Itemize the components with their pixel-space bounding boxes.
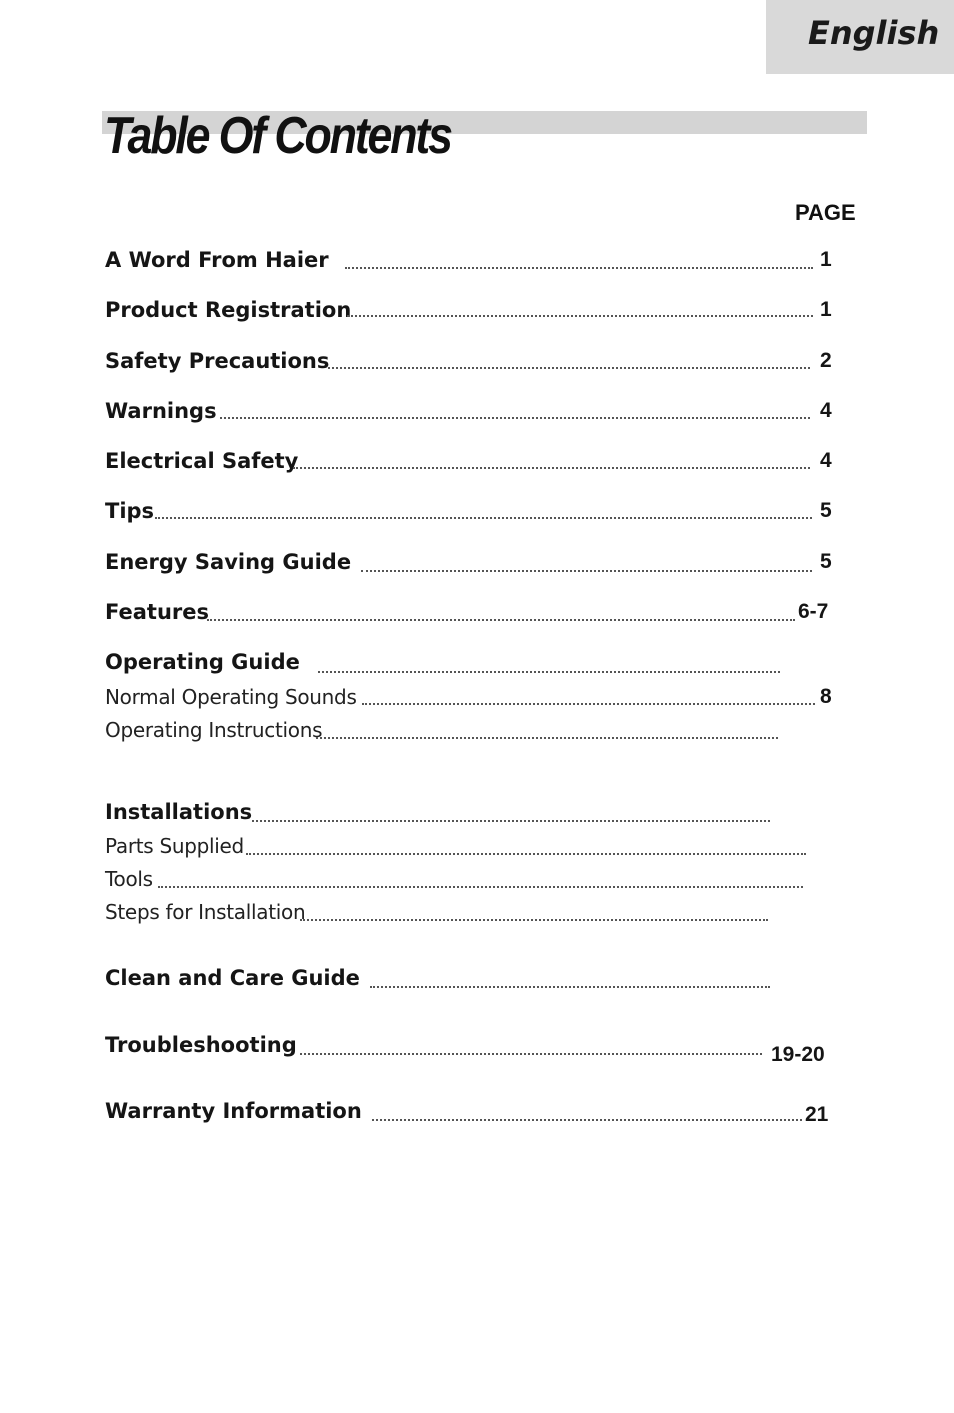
toc-entry-label: Electrical Safety (105, 449, 299, 473)
toc-entry (0, 550, 954, 584)
dot-leader (362, 703, 815, 705)
dot-leader (370, 986, 770, 988)
dot-leader (207, 619, 795, 621)
dot-leader (316, 737, 778, 739)
page-column-header: PAGE (795, 200, 856, 225)
toc-entry (0, 1033, 954, 1067)
toc-entry (0, 600, 954, 634)
toc-entry (0, 685, 954, 719)
toc-entry (0, 449, 954, 483)
toc-entry (0, 399, 954, 433)
toc-entry-page: 5 (820, 550, 832, 573)
toc-entry (0, 499, 954, 533)
toc-entry-label: Troubleshooting (105, 1033, 297, 1057)
toc-entry-label: Energy Saving Guide (105, 550, 352, 574)
language-label: English (808, 14, 940, 52)
dot-leader (158, 886, 803, 888)
toc-entry-label: Features (105, 600, 209, 624)
toc-entry-page: 8 (820, 685, 832, 708)
toc-entry-label: Safety Precautions (105, 349, 330, 373)
toc-entry-label: Parts Supplied (105, 834, 244, 858)
toc-entry (0, 966, 954, 1000)
toc-entry-page: 1 (820, 298, 832, 321)
toc-entry-page: 1 (820, 248, 832, 271)
dot-leader (246, 853, 806, 855)
page-title: Table Of Contents (104, 107, 451, 165)
toc-entry (0, 718, 954, 752)
toc-entry-label: Product Registration (105, 298, 352, 322)
dot-leader (220, 417, 810, 419)
toc-entry-page: 2 (820, 349, 832, 372)
toc-entry-label: Warranty Information (105, 1099, 362, 1123)
toc-entry-label: Steps for Installation (105, 900, 306, 924)
toc-entry (0, 834, 954, 868)
dot-leader (347, 315, 813, 317)
toc-entry (0, 800, 954, 834)
dot-leader (300, 919, 768, 921)
dot-leader (345, 267, 813, 269)
dot-leader (155, 517, 812, 519)
toc-entry (0, 867, 954, 901)
toc-entry-label: Operating Instructions (105, 718, 323, 742)
toc-entry (0, 650, 954, 684)
dot-leader (293, 467, 810, 469)
toc-entry-label: Operating Guide (105, 650, 300, 674)
toc-entry-label: Clean and Care Guide (105, 966, 360, 990)
toc-entry-label: Tools (105, 867, 153, 891)
toc-entry (0, 298, 954, 332)
toc-entry-label: A Word From Haier (105, 248, 329, 272)
dot-leader (361, 570, 812, 572)
toc-entry-label: Warnings (105, 399, 217, 423)
dot-leader (318, 671, 780, 673)
dot-leader (328, 367, 810, 369)
toc-entry-page: 6-7 (798, 600, 829, 623)
toc-entry-label: Installations (105, 800, 253, 824)
toc-entry-label: Tips (105, 499, 155, 523)
toc-entry-page: 4 (820, 399, 832, 422)
dot-leader (252, 820, 770, 822)
toc-entry-label: Normal Operating Sounds (105, 685, 357, 709)
toc-entry-page: 4 (820, 449, 832, 472)
toc-entry (0, 349, 954, 383)
toc-entry (0, 248, 954, 282)
toc-entry-page: 19-20 (771, 1043, 825, 1066)
toc-entry-page: 5 (820, 499, 832, 522)
toc-entry-page: 21 (805, 1103, 829, 1126)
toc-entry (0, 1099, 954, 1133)
toc-entry (0, 900, 954, 934)
dot-leader (300, 1053, 762, 1055)
dot-leader (372, 1119, 802, 1121)
